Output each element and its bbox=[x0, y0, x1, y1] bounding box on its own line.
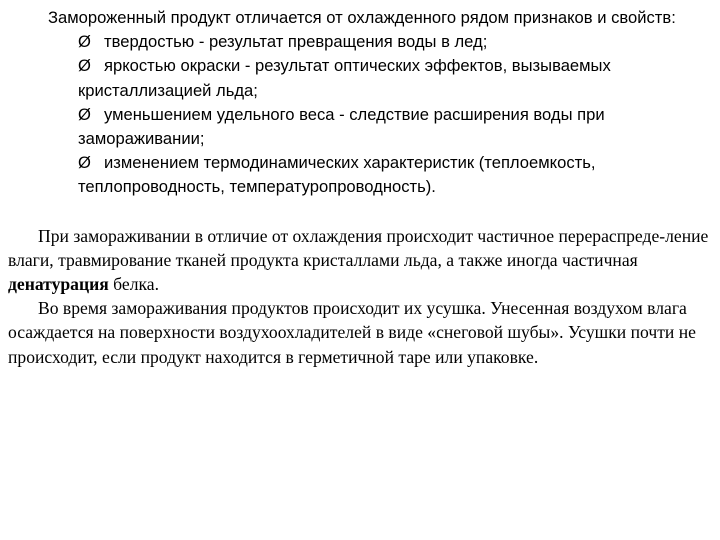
arrow-bullet-icon: Ø bbox=[78, 56, 91, 76]
list-item bbox=[78, 54, 712, 102]
paragraph-text: При замораживании в отличие от охлаждения происходит частичное перераспреде-ление влаги, травмирование тканей продукта кристаллами льда, а также иногда частичная bbox=[8, 225, 709, 270]
property-text: уменьшением удельного веса - следствие расширения воды при замораживании; bbox=[78, 104, 605, 149]
property-text: твердостью - результат превращения воды в лед; bbox=[104, 32, 488, 52]
list-item bbox=[78, 103, 712, 151]
arrow-bullet-icon: Ø bbox=[78, 153, 91, 173]
property-text: яркостью окраски - результат оптических эффектов, вызываемых кристаллизацией льда; bbox=[78, 56, 611, 100]
arrow-bullet-icon: Ø bbox=[78, 32, 91, 52]
paragraph-spacer bbox=[8, 200, 712, 224]
paragraph-freezing-effects bbox=[8, 224, 712, 297]
arrow-bullet-icon: Ø bbox=[78, 104, 91, 124]
bold-term: денатурация bbox=[8, 274, 109, 295]
list-item bbox=[78, 151, 712, 199]
property-text: изменением термодинамических характеристик (теплоемкость, теплопроводность, температуропроводность). bbox=[78, 153, 596, 197]
properties-list bbox=[8, 30, 712, 199]
paragraph-shrinkage: Во время замораживания продуктов происходит их усушка. Унесенная воздухом влага осаждается на поверхности воздухоохладителей в виде «снеговой шубы». Усушки почти не происходит, если продукт находится в герметичной таре или упаковке. bbox=[8, 298, 696, 367]
intro-text: Замороженный продукт отличается от охлажденного рядом признаков и свойств: bbox=[48, 8, 676, 27]
list-item bbox=[78, 30, 712, 54]
paragraph-text: белка. bbox=[108, 274, 159, 295]
